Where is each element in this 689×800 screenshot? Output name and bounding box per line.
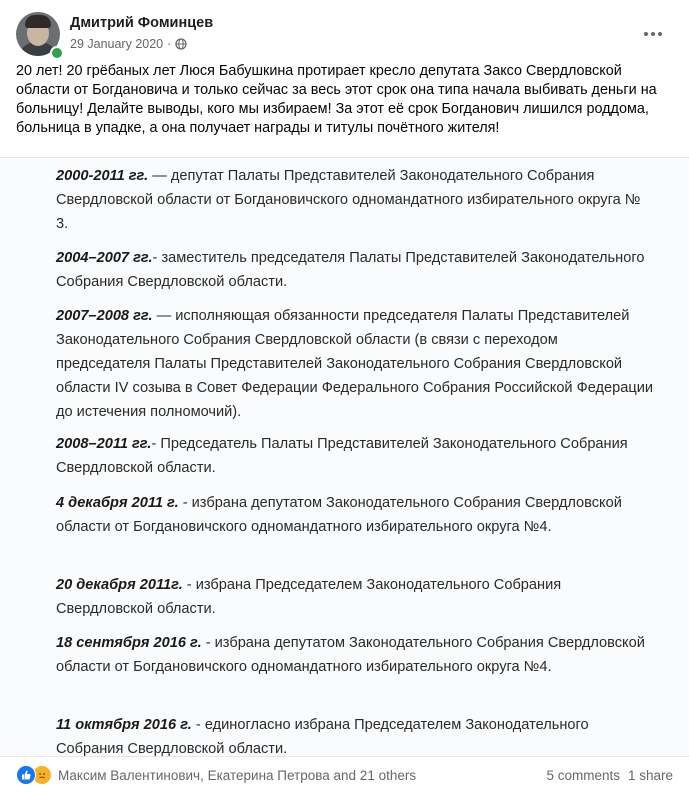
entry-date: 18 сентября 2016 г. (56, 635, 202, 651)
post-stats (546, 768, 673, 783)
post-footer (16, 762, 673, 788)
image-entry (56, 713, 656, 757)
entry-date: 20 декабря 2011г. (56, 577, 183, 593)
entry-date: 2004–2007 гг. (56, 250, 153, 266)
image-entry (56, 491, 656, 539)
entry-text: — исполняющая обязанности председателя Палаты Представителей Законодательного Собрания Свердловской области (в связи с переходом председателя Палаты Представителей Законодательного Собрания Свердловской области IV созыва в Совет Федерации Федерального Собрания Российской Федерации до истечения полномочий). (56, 308, 654, 420)
online-status-dot (50, 46, 64, 60)
reactions[interactable] (16, 765, 52, 785)
post-image[interactable] (0, 157, 689, 757)
post-header (16, 12, 673, 60)
entry-date: 2000-2011 гг. (56, 168, 149, 184)
entry-text: - избрана Председателем Законодательного Собрания Свердловской области. (56, 577, 562, 617)
author-name[interactable]: Дмитрий Фоминцев (70, 15, 214, 31)
comments-count[interactable]: 5 comments (546, 767, 620, 783)
image-entry (56, 432, 656, 480)
entry-date: 11 октября 2016 г. (56, 717, 192, 733)
post-date[interactable]: 29 January 2020 (70, 37, 164, 51)
entry-text: — депутат Палаты Представителей Законодательного Собрания Свердловской области от Богдановичского одномандатного избирательного округа № 3. (56, 168, 641, 232)
entry-text: - избрана депутатом Законодательного Собрания Свердловской области от Богдановичского одномандатного избирательного округа №4. (56, 635, 645, 675)
image-entry (56, 304, 656, 424)
image-entry (56, 246, 656, 294)
entry-text: - Председатель Палаты Представителей Законодательного Собрания Свердловской области. (56, 436, 628, 476)
entry-text: - заместитель председателя Палаты Представителей Законодательного Собрания Свердловской области. (56, 250, 645, 290)
shares-count[interactable]: 1 share (627, 767, 673, 783)
entry-date: 4 декабря 2011 г. (56, 495, 179, 511)
globe-icon (175, 38, 187, 50)
image-entry (56, 573, 656, 621)
like-reaction-icon[interactable] (16, 765, 36, 785)
post-meta (70, 37, 187, 51)
avatar-hair (25, 15, 51, 28)
entry-date: 2008–2011 гг. (56, 436, 152, 452)
entry-text: - единогласно избрана Председателем Законодательного Собрания Свердловской области. (56, 717, 589, 757)
post-text: 20 лет! 20 грёбаных лет Люся Бабушкина протирает кресло депутата Заксо Свердловской области от Богдановича и только сейчас за весь этот срок она типа начала выбивать деньги на больницу! Делайте выводы, кого мы избираем! За этот её срок Богданович лишился роддома, больница в упадке, а она получает награды и титулы почётного жителя! (16, 63, 657, 136)
image-entry (56, 631, 656, 679)
meta-separator: · (167, 37, 172, 51)
entry-text: - избрана депутатом Законодательного Собрания Свердловской области от Богдановичского одномандатного избирательного округа №4. (56, 495, 622, 535)
entry-date: 2007–2008 гг. (56, 308, 153, 324)
more-icon[interactable] (641, 26, 665, 42)
reactors-text[interactable]: Максим Валентинович, Екатерина Петрова and 21 others (58, 767, 417, 783)
image-entry (56, 164, 656, 236)
